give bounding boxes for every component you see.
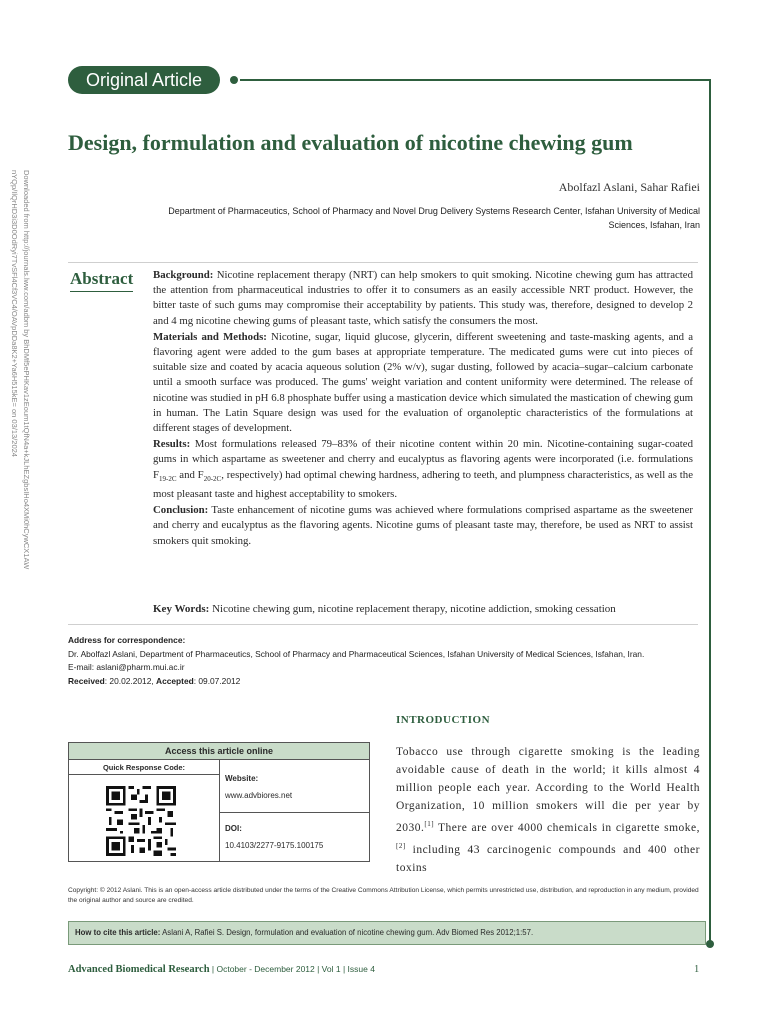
qr-code-icon[interactable] (106, 786, 176, 856)
article-title: Design, formulation and evaluation of nicotine chewing gum (68, 130, 633, 155)
correspondence-label: Address for correspondence: (68, 635, 186, 645)
results-text: Most formulations released 79–83% of their nicotine content within 20 min. Nicotine-containing sugar-coated gums in which aspartame as sweetener and cherry and eucalyptus as flavoring agents were incorporated (i.e. formulations F (153, 438, 693, 481)
decorative-side-rule (709, 79, 711, 943)
download-watermark (6, 170, 34, 590)
conclusion-label: Conclusion: (153, 504, 209, 517)
methods-label: Materials and Methods: (153, 330, 267, 343)
website-label: Website: (225, 774, 259, 783)
correspondence-address: Dr. Abolfazl Aslani, Department of Pharmaceutics, School of Pharmacy and Pharmaceutical Sciences, Isfahan University of Medical Sciences, Isfahan, Iran. (68, 648, 645, 659)
copyright-notice: Copyright: © 2012 Aslani. This is an open-access article distributed under the terms of the Creative Commons Attribution License, which permits unrestricted use, distribution, and reproduction in any medium, provided the original author and source are credited. (68, 887, 699, 904)
affiliation-line: Sciences, Isfahan, Iran (608, 220, 700, 230)
reference-link[interactable]: [2] (396, 841, 406, 850)
watermark-line: nYQp/IlQrHD3i3D0OdRyi7TvSFl4Cf3VC4/OAVpDDa8K2+Ya6H515kE= on 03/13/2024 (10, 170, 19, 457)
doi-link[interactable]: 10.4103/2277-9175.100175 (225, 841, 324, 850)
access-online-box (68, 742, 370, 862)
background-label: Background: (153, 269, 214, 281)
cite-label: How to cite this article: (75, 928, 161, 937)
section-rule (68, 262, 698, 263)
decorative-dot (230, 76, 238, 84)
affiliation (100, 204, 700, 232)
results-text: , respectively) had optimal chewing hardness, adhering to teeth, and plumpness characteristics, as well as the most pleasant taste and highest acceptability to smokers. (153, 468, 693, 500)
journal-name: Advanced Biomedical Research (68, 964, 210, 975)
cell-rule (220, 812, 369, 813)
conclusion-text: Taste enhancement of nicotine gums was achieved where formulations comprised aspartame as the sweetener and cherry and eucalyptus as the flavoring agents. Nicotine gums of pleasant taste may, therefore, be used as NRT to assist smokers quit smoking. (153, 504, 693, 547)
formulation-subscript: 19-2C (159, 474, 177, 483)
affiliation-line: Department of Pharmaceutics, School of Pharmacy and Novel Drug Delivery Systems Research Center, Isfahan University of Medical (168, 206, 700, 216)
reference-link[interactable]: [1] (424, 820, 435, 828)
abstract-body (153, 268, 693, 550)
issue-info: | October - December 2012 | Vol 1 | Issue 4 (209, 964, 375, 974)
cite-text: Aslani A, Rafiei S. Design, formulation and evaluation of nicotine chewing gum. Adv Biomed Res 2012;1:57. (162, 928, 534, 937)
watermark-line: Downloaded from http://journals.lww.com/adbm by BhDMf5ePHKav1zEoum1tQfN4a+kJLhEZgbsIHo4XMi0hCywCX1AW (22, 170, 31, 570)
citation-box (68, 921, 706, 945)
formulation-subscript: 20-2C (203, 474, 222, 483)
abstract-methods (153, 330, 693, 436)
qr-cell (69, 760, 220, 861)
accepted-date: : 09.07.2012 (193, 675, 241, 686)
abstract-background (153, 268, 693, 329)
abstract-conclusion (153, 503, 693, 549)
introduction-heading: INTRODUCTION (396, 714, 491, 726)
cell-rule (69, 774, 219, 775)
website-link[interactable]: www.advbiores.net (225, 791, 293, 800)
decorative-dot (706, 940, 714, 948)
keywords-label: Key Words: (153, 603, 210, 615)
results-text: and F (176, 468, 204, 481)
received-label: Received (68, 675, 105, 686)
page-footer (68, 964, 375, 975)
authors: Abolfazl Aslani, Sahar Rafiei (558, 180, 700, 194)
correspondence-block (68, 634, 708, 688)
background-text: Nicotine replacement therapy (NRT) can help smokers to quit smoking. Nicotine chewing gum has attracted the attention from pharmaceutical industries to offer it to consumers as an easily accessible NRT product. However, the bitter taste of such gums may compromise their acceptability by patients. This study was, therefore, designed to develop 2 and 4 mg nicotine chewing gums of pleasant taste, which satisfy the consumers the most. (153, 269, 693, 327)
accepted-label: Accepted (156, 675, 194, 686)
abstract-heading: Abstract (70, 269, 133, 292)
results-label: Results: (153, 438, 191, 451)
abstract-results (153, 437, 693, 502)
page-number: 1 (694, 964, 700, 975)
dates (68, 675, 708, 689)
intro-text-part: There are over 4000 chemicals in cigarette smoke, (434, 821, 700, 834)
keywords-text: Nicotine chewing gum, nicotine replacement therapy, nicotine addiction, smoking cessation (212, 603, 616, 615)
introduction-text (396, 743, 700, 877)
article-type-badge: Original Article (68, 66, 220, 94)
section-rule (68, 624, 698, 625)
intro-text-part: Tobacco use through cigarette smoking is the leading avoidable cause of death in the world; it kills almost 4 million people each year. According to the World Health Organization, 10 million smokers will die per year by 2030. (396, 746, 700, 834)
doi-label: DOI: (225, 824, 242, 833)
methods-text: Nicotine, sugar, liquid glucose, glycerin, different sweetening and taste-masking agents, and a flavoring agent were added to the gum bases at appropriate temperature. The medicated gums were cut into pieces of suitable size and coated by acacia aqueous solution (2% w/v), sugar dusting, followed by acacia–sugar–calcium carbonate until a smooth surface was produced. The gums' weight variation and content uniformity were determined. The release of nicotine was studied in pH 6.8 phosphate buffer using a mastication device which simulated the mastication of chewing gum in human. The Latin Square design was used for the evaluation of organoleptic characteristics of the formulations at different stages of development. (153, 330, 693, 435)
decorative-rule (240, 79, 711, 81)
keywords (153, 603, 713, 615)
qr-label: Quick Response Code: (102, 763, 186, 772)
intro-text-part: including 43 carcinogenic compounds and 400 other toxins (396, 843, 700, 874)
access-box-title: Access this article online (69, 743, 369, 760)
received-date: : 20.02.2012, (104, 675, 157, 686)
correspondence-email[interactable]: E-mail: aslani@pharm.mui.ac.ir (68, 662, 185, 672)
